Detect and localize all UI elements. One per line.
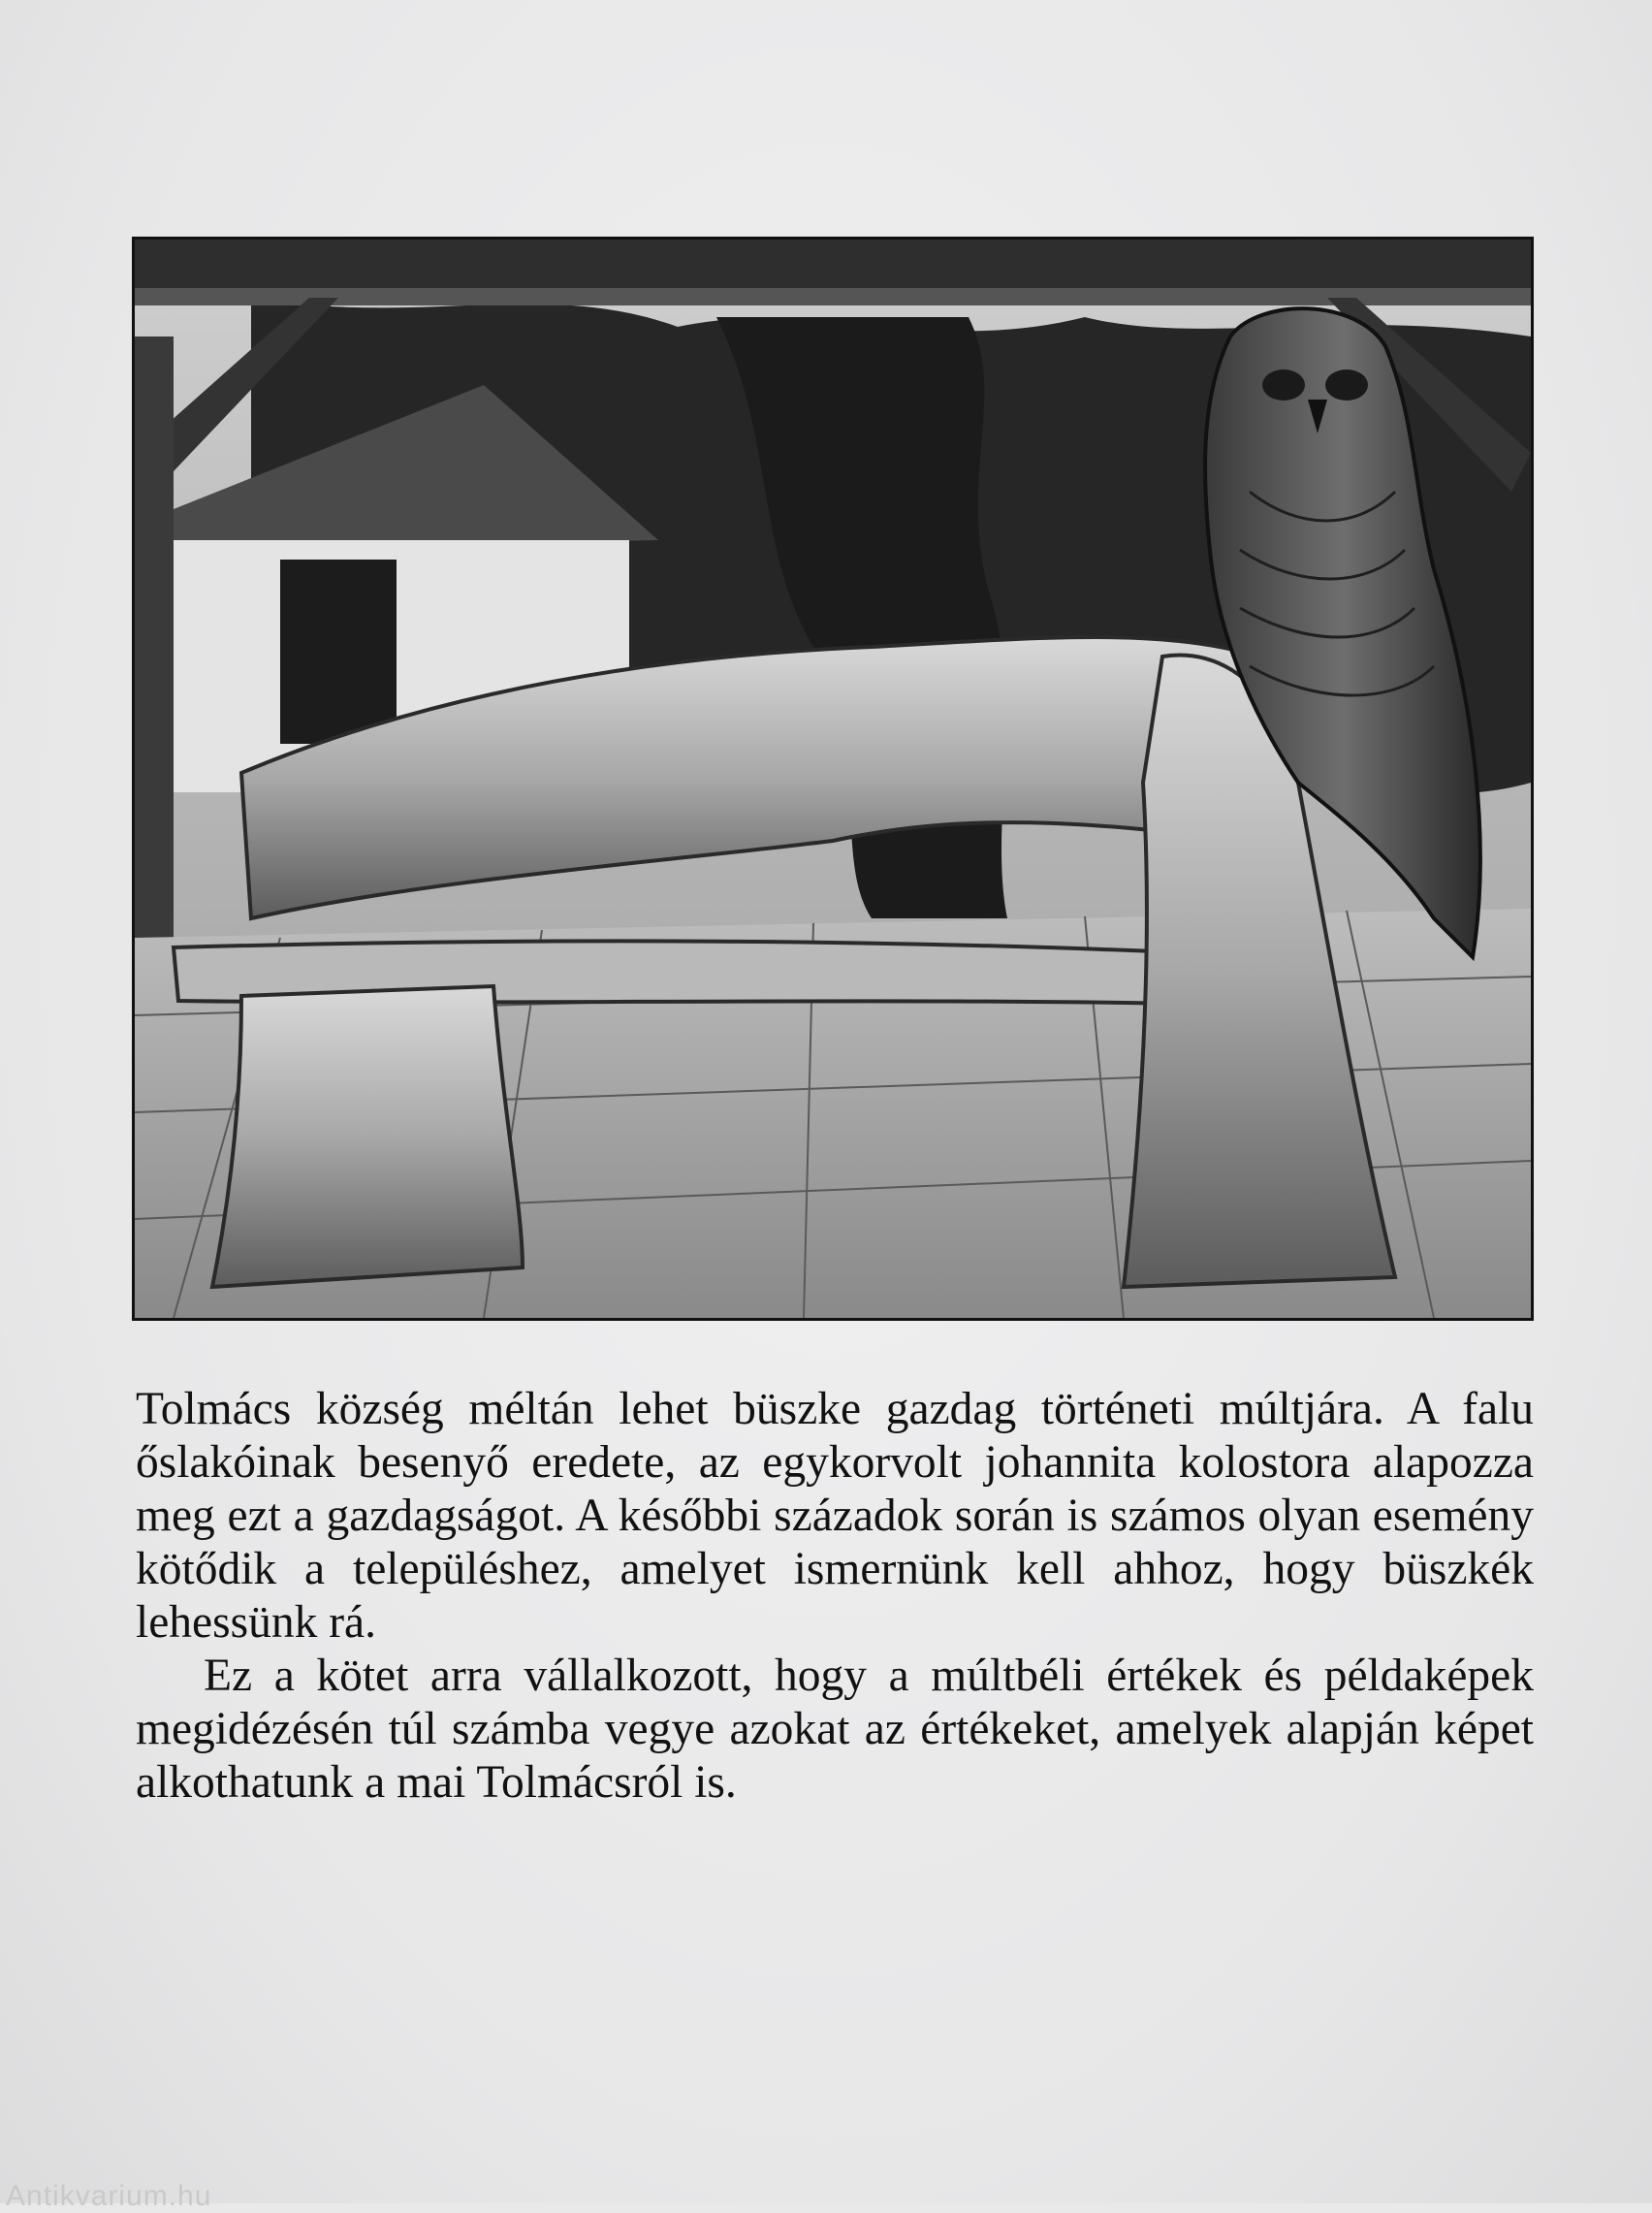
- paragraph-2: Ez a kötet arra vállalkozott, hogy a múltbéli értékek és példaképek megidézésén túl számba vegye azokat az értékeket, amelyek alapján képet alkothatunk a mai Tolmácsról is.: [136, 1651, 1534, 1808]
- paragraph-1: Tolmács község méltán lehet büszke gazdag történeti múltjára. A falu őslakóinak besenyő eredete, az egykorvolt johannita kolostora alapozza meg ezt a gazdagságot. A későbbi századok során is számos olyan esemény kötődik a településhez, amelyet ismernünk kell ahhoz, hogy büszkék lehessünk rá.: [136, 1384, 1534, 1648]
- watermark: Antikvarium.hu: [6, 2180, 212, 2212]
- bench-owl-photo: [132, 237, 1534, 1321]
- body-text: [136, 1383, 1534, 1810]
- photo-illustration: [135, 240, 1531, 1318]
